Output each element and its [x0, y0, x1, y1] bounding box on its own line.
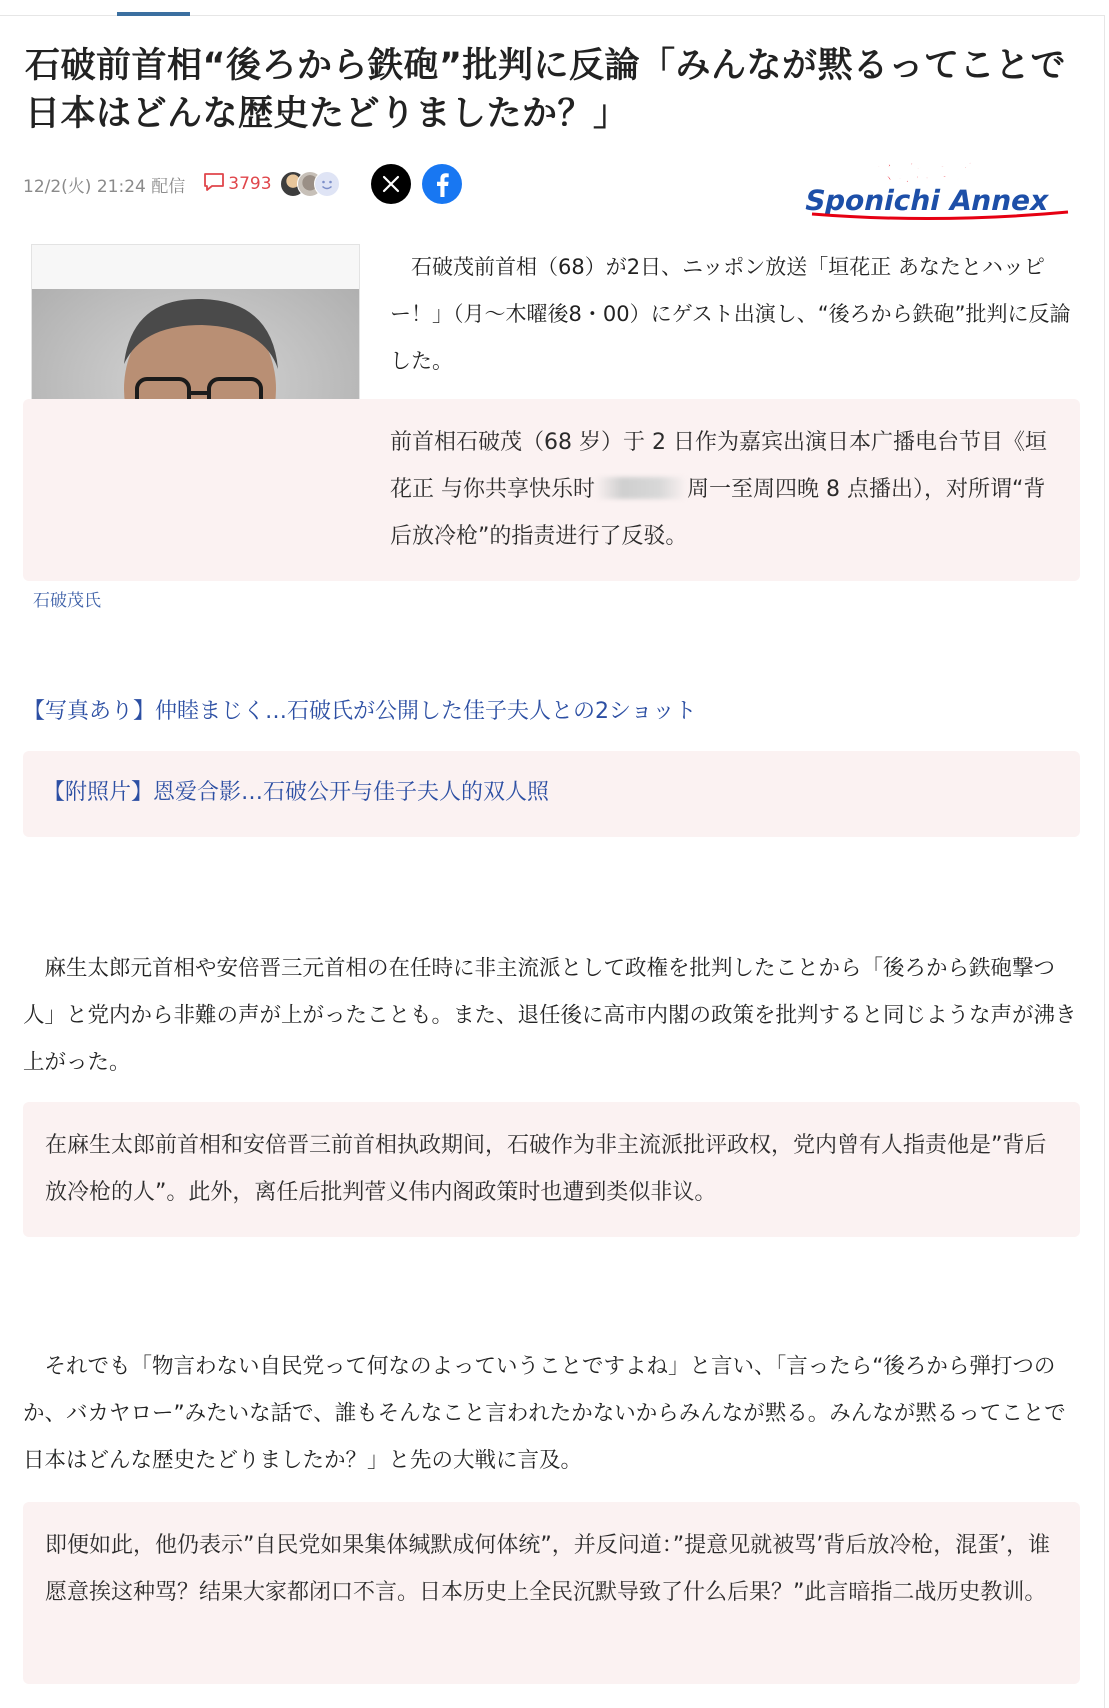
photo-caption[interactable]: 石破茂氏: [33, 591, 101, 611]
translation-text-2: 【附照片】恩爱合影…石破公开与佳子夫人的双人照: [43, 780, 550, 805]
paragraph-ja-2: 麻生太郎元首相や安倍晋三元首相の在任時に非主流派として政権を批判したことから「後ろから鉄砲撃つ人」と党内から非難の声が上がったことも。また、退任後に高市内閣の政策を批判すると同じような声が沸き上がった。: [23, 956, 1077, 1075]
speech-bubble-icon: [203, 172, 225, 196]
related-photo-link[interactable]: 【写真あり】仲睦まじく…石破氏が公開した佳子夫人との2ショット: [23, 699, 697, 724]
smile-icon: [314, 171, 340, 197]
sponichi-annex-logo[interactable]: [798, 150, 1080, 222]
logo-bottom-text: Sponichi Annex: [801, 184, 1053, 217]
comment-count: 3793: [228, 174, 272, 194]
right-divider: [1104, 15, 1105, 1708]
translation-box-3: [23, 1102, 1080, 1237]
translation-text-1: 前首相石破茂（68 岁）于 2 日作为嘉宾出演日本广播电台节目《垣花正 与你共享快乐时 周一至周四晚 8 点播出），对所谓“背后放冷枪”的指责进行了反驳。: [390, 430, 1047, 549]
comment-link[interactable]: [203, 172, 271, 196]
share-facebook-button[interactable]: [422, 164, 462, 204]
translation-box-2: [23, 751, 1080, 837]
share-buttons: [371, 164, 462, 204]
paragraph-ja-1: 石破茂前首相（68）が2日、ニッポン放送「垣花正 あなたとハッピー！」（月～木曜後8・00）にゲスト出演し、“後ろから鉄砲”批判に反論した。: [390, 255, 1071, 373]
active-tab-indicator: [117, 12, 190, 16]
blurred-text-overlay: [595, 477, 687, 499]
facebook-icon: [422, 164, 462, 204]
article-headline: 石破前首相“後ろから鉄砲”批判に反論「みんなが黙るってことで日本はどんな歴史たどりましたか？」: [25, 46, 1067, 134]
share-x-button[interactable]: [371, 164, 411, 204]
translation-text-3: 在麻生太郎前首相和安倍晋三前首相执政期间，石破作为非主流派批评政权，党内曾有人指责他是”背后放冷枪的人”。此外，离任后批判菅义伟内阁政策时也遭到类似非议。: [45, 1133, 1047, 1205]
publish-date: 12/2(火) 21:24 配信: [23, 176, 186, 197]
translation-box-4: [23, 1502, 1080, 1684]
translation-text-4: 即便如此，他仍表示”自民党如果集体缄默成何体统”，并反问道：”提意见就被骂’背后放冷枪，混蛋’，谁愿意挨这种骂？结果大家都闭口不言。日本历史上全民沉默导致了什么后果？”此言暗指二战历史教训。: [45, 1533, 1051, 1605]
paragraph-ja-3: それでも「物言わない自民党って何なのよっていうことですよね」と言い、「言ったら“後ろから弾打つのか、バカヤロー”みたいな話で、誰もそんなこと言われたかないからみんなが黙る。みんなが黙るってことで日本はどんな歴史たどりましたか？」と先の大戦に言及。: [23, 1354, 1066, 1473]
translation-box-1: [23, 399, 1080, 581]
reaction-avatars[interactable]: [280, 171, 350, 197]
x-logo-icon: [381, 174, 401, 194]
logo-top-text: スポニチ: [865, 158, 981, 189]
article-meta: [23, 164, 462, 204]
